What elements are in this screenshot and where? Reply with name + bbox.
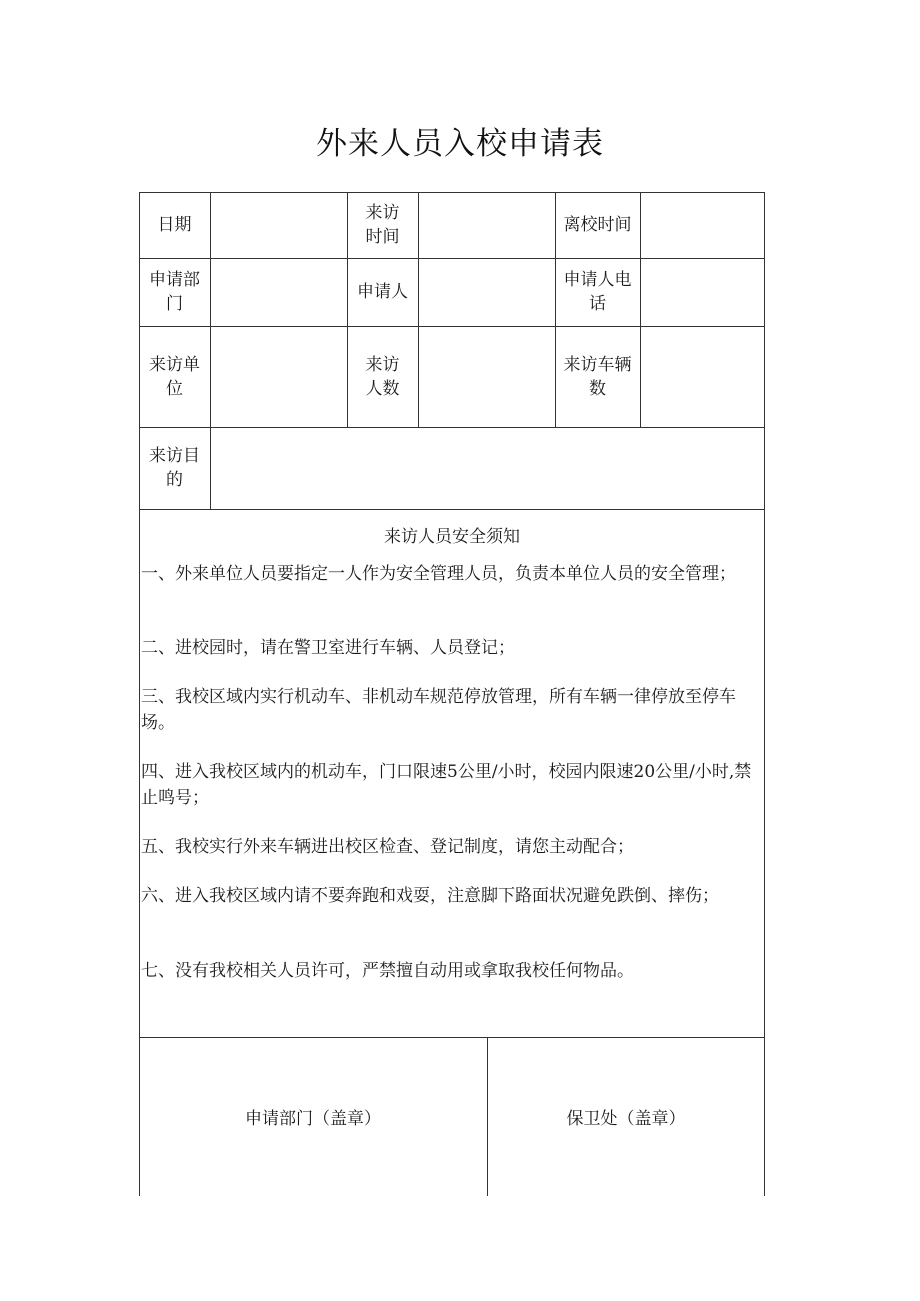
border-right [764,192,765,1196]
applicant-dept-field[interactable] [211,259,347,326]
visit-purpose-label: 来访目 的 [149,446,200,490]
notice-title: 来访人员安全须知 [384,527,520,547]
visit-purpose-field[interactable] [211,428,764,509]
notice-item: 二、进校园时，请在警卫室进行车辆、人员登记； [141,638,515,658]
visitor-count-label: 来访 人数 [365,354,400,399]
visiting-unit-field[interactable] [211,327,347,427]
applicant-phone-label: 申请人电 话 [563,270,632,314]
applicant-label: 申请人 [357,282,408,302]
security-stamp-label: 保卫处（盖章） [566,1109,686,1129]
form-title: 外来人员入校申请表 [316,126,604,162]
applicant-phone-field[interactable] [641,259,764,326]
vehicle-count-field[interactable] [641,327,764,427]
leave-time-label: 离校时间 [563,215,632,235]
notice-item: 三、我校区域内实行机动车、非机动车规范停放管理，所有车辆一律停放至停车场。 [141,687,736,733]
notice-item: 一、外来单位人员要指定一人作为安全管理人员，负责本单位人员的安全管理； [141,564,736,584]
notice-item: 五、我校实行外来车辆进出校区检查、登记制度，请您主动配合； [141,837,634,857]
visit-time-label: 来访 时间 [365,203,400,247]
visit-time-field[interactable] [419,193,555,258]
vehicle-count-label: 来访车辆 数 [563,354,632,399]
notice-item: 四、进入我校区域内的机动车，门口限速5公里/小时，校园内限速20公里/小时,禁止鸣号； [141,762,752,808]
application-form [139,192,765,1196]
notice-item: 七、没有我校相关人员许可，严禁擅自动用或拿取我校任何物品。 [141,961,634,981]
date-field[interactable] [211,193,347,258]
applicant-field[interactable] [419,259,555,326]
row-divider [139,1037,765,1038]
dept-stamp-label: 申请部门（盖章） [245,1109,381,1129]
applicant-dept-label: 申请部 门 [149,270,200,314]
visitor-count-field[interactable] [419,327,555,427]
visiting-unit-label: 来访单 位 [149,354,200,399]
row-divider [139,509,765,510]
date-label: 日期 [157,215,192,235]
notice-item: 六、进入我校区域内请不要奔跑和戏耍，注意脚下路面状况避免跌倒、摔伤； [141,886,719,906]
leave-time-field[interactable] [641,193,764,258]
